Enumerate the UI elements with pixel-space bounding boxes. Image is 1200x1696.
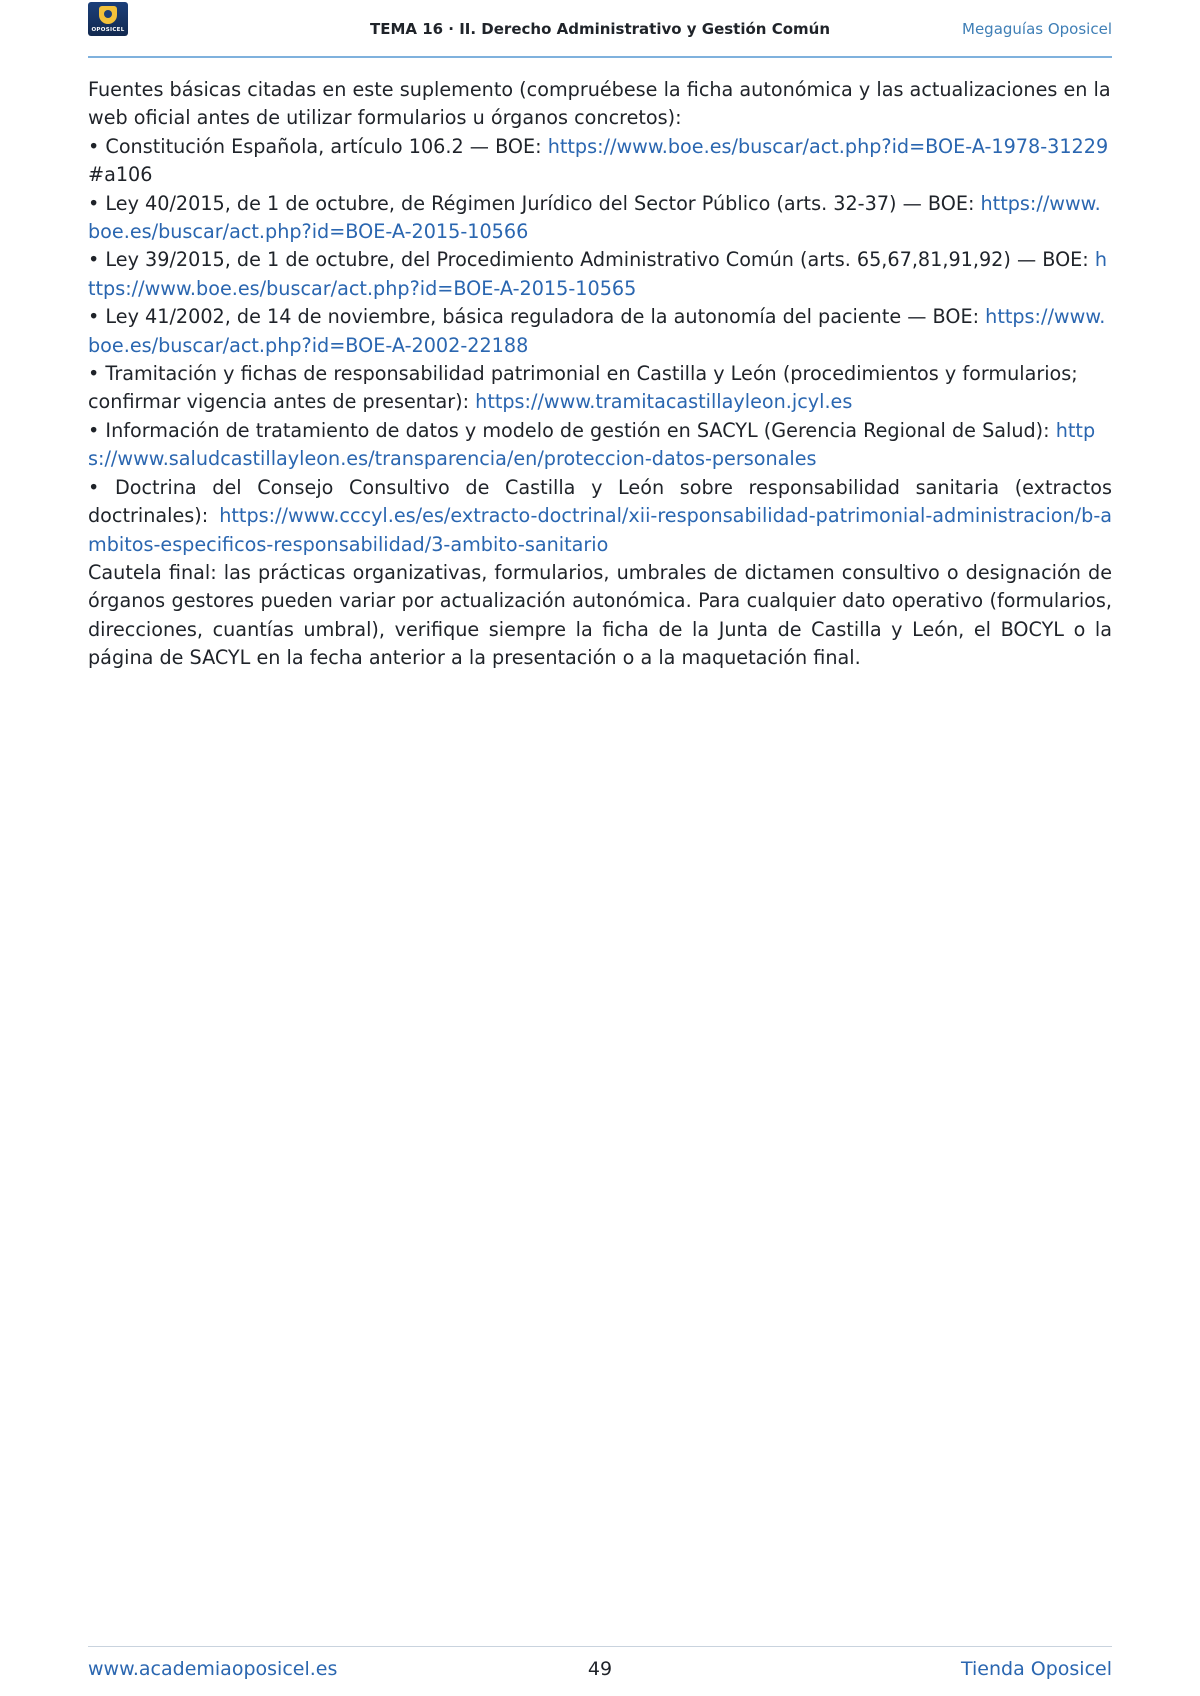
source-item — [88, 360, 1112, 417]
footer-divider — [88, 1646, 1112, 1647]
page-footer — [88, 1658, 1112, 1688]
source-suffix: #a106 — [88, 163, 153, 187]
source-item — [88, 474, 1112, 559]
source-item — [88, 303, 1112, 360]
footer-website-link[interactable]: www.academiaoposicel.es — [88, 1658, 338, 1680]
source-link[interactable]: https://www.boe.es/buscar/act.php?id=BOE-A-2015-10566 — [88, 191, 1101, 244]
header-title: TEMA 16 · II. Derecho Administrativo y Gestión Común — [369, 20, 831, 38]
source-link[interactable]: https://www.cccyl.es/es/extracto-doctrinal/xii-responsabilidad-patrimonial-administracion/b-ambitos-especificos-responsabilidad/3-ambito-sanitario — [88, 504, 1112, 556]
source-text: • Ley 39/2015, de 1 de octubre, del Procedimiento Administrativo Común (arts. 65,67,81,91,92) — BOE: — [88, 248, 1095, 272]
source-link[interactable]: https://www.saludcastillayleon.es/transparencia/en/proteccion-datos-personales — [88, 418, 1096, 471]
source-link[interactable]: https://www.boe.es/buscar/act.php?id=BOE-A-2015-10565 — [88, 248, 1108, 300]
footer-store-link[interactable]: Tienda Oposicel — [960, 1658, 1112, 1680]
source-text: • Información de tratamiento de datos y modelo de gestión en SACYL (Gerencia Regional de Salud): — [88, 418, 1056, 442]
page-body — [88, 76, 1112, 673]
source-item — [88, 133, 1112, 190]
page-number: 49 — [587, 1658, 613, 1680]
logo-text: OPOSICEL — [91, 27, 125, 33]
source-item — [88, 190, 1112, 247]
source-text: • Ley 40/2015, de 1 de octubre, de Régimen Jurídico del Sector Público (arts. 32-37) — BOE: — [88, 191, 981, 215]
page-header — [88, 0, 1112, 58]
caution-paragraph: Cautela final: las prácticas organizativas, formularios, umbrales de dictamen consultivo o designación de órganos gestores pueden variar por actualización autonómica. Para cualquier dato operativo (formularios, direcciones, cuantías umbral), verifique siempre la ficha de la Junta de Castilla y León, el BOCYL o la página de SACYL en la fecha anterior a la presentación o a la maquetación final. — [88, 560, 1112, 670]
source-item — [88, 417, 1112, 474]
header-brand: Megaguías Oposicel — [962, 20, 1112, 38]
source-link[interactable]: https://www.boe.es/buscar/act.php?id=BOE-A-2002-22188 — [88, 305, 1106, 357]
header-divider — [88, 56, 1112, 58]
intro-paragraph: Fuentes básicas citadas en este suplemento (compruébese la ficha autonómica y las actualizaciones en la web oficial antes de utilizar formularios u órganos concretos): — [88, 78, 1111, 130]
source-text: • Doctrina del Consejo Consultivo de Castilla y León sobre responsabilidad sanitaria (extractos doctrinales): — [88, 475, 1112, 528]
source-link[interactable]: https://www.tramitacastillayleon.jcyl.es — [475, 390, 853, 414]
source-text: • Tramitación y fichas de responsabilidad patrimonial en Castilla y León (procedimientos y formularios; confirmar vigencia antes de presentar): — [88, 362, 1078, 414]
source-text: • Constitución Española, artículo 106.2 — BOE: — [88, 134, 548, 158]
source-item — [88, 246, 1112, 303]
source-link[interactable]: https://www.boe.es/buscar/act.php?id=BOE-A-1978-31229 — [547, 134, 1109, 158]
source-text: • Ley 41/2002, de 14 de noviembre, básica reguladora de la autonomía del paciente — BOE: — [88, 305, 986, 329]
